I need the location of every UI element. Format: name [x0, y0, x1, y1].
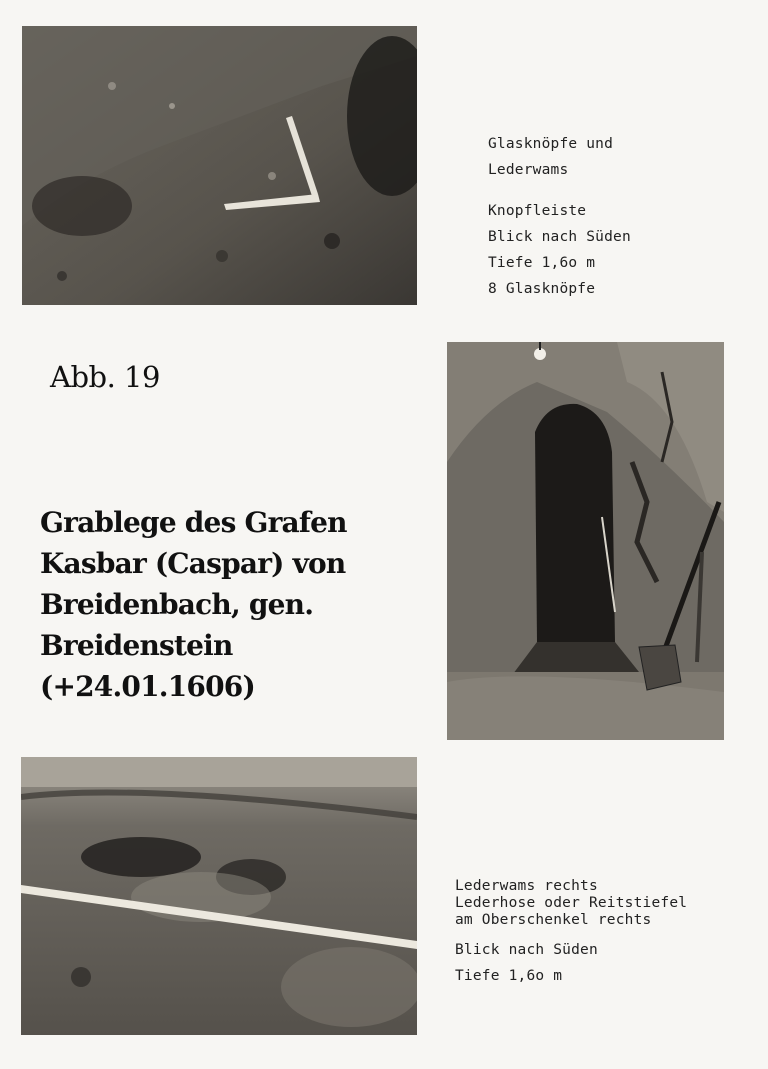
caption-top-detail-line: Blick nach Süden — [488, 229, 631, 245]
caption-top-detail-line: 8 Glasknöpfe — [488, 281, 596, 297]
caption-top-detail-line: Knopfleiste — [488, 203, 587, 219]
caption-bottom-detail-line: Tiefe 1,6o m — [455, 968, 563, 984]
caption-bottom-heading-line: Lederwams rechts — [455, 878, 598, 894]
figure-label: Abb. 19 — [50, 360, 160, 394]
caption-top — [488, 131, 631, 302]
title-line: Kasbar (Caspar) von — [40, 547, 346, 580]
caption-top-heading-line: Lederwams — [488, 162, 569, 178]
photo-grave-shaft — [447, 342, 724, 740]
title-line: Breidenstein — [40, 629, 233, 662]
title-line: (+24.01.1606) — [40, 670, 255, 703]
caption-top-heading-line: Glasknöpfe und — [488, 136, 614, 152]
title-line: Breidenbach, gen. — [40, 588, 314, 621]
caption-bottom-detail-line: Blick nach Süden — [455, 942, 598, 958]
caption-top-detail-line: Tiefe 1,6o m — [488, 255, 596, 271]
title-line: Grablege des Grafen — [40, 506, 347, 539]
caption-bottom — [455, 878, 687, 989]
photo-excavation-folding-rule — [22, 26, 417, 305]
caption-bottom-heading-line: am Oberschenkel rechts — [455, 912, 652, 928]
main-title — [40, 502, 347, 707]
caption-bottom-heading-line: Lederhose oder Reitstiefel — [455, 895, 688, 911]
photo-excavation-measuring-tape — [21, 757, 417, 1035]
